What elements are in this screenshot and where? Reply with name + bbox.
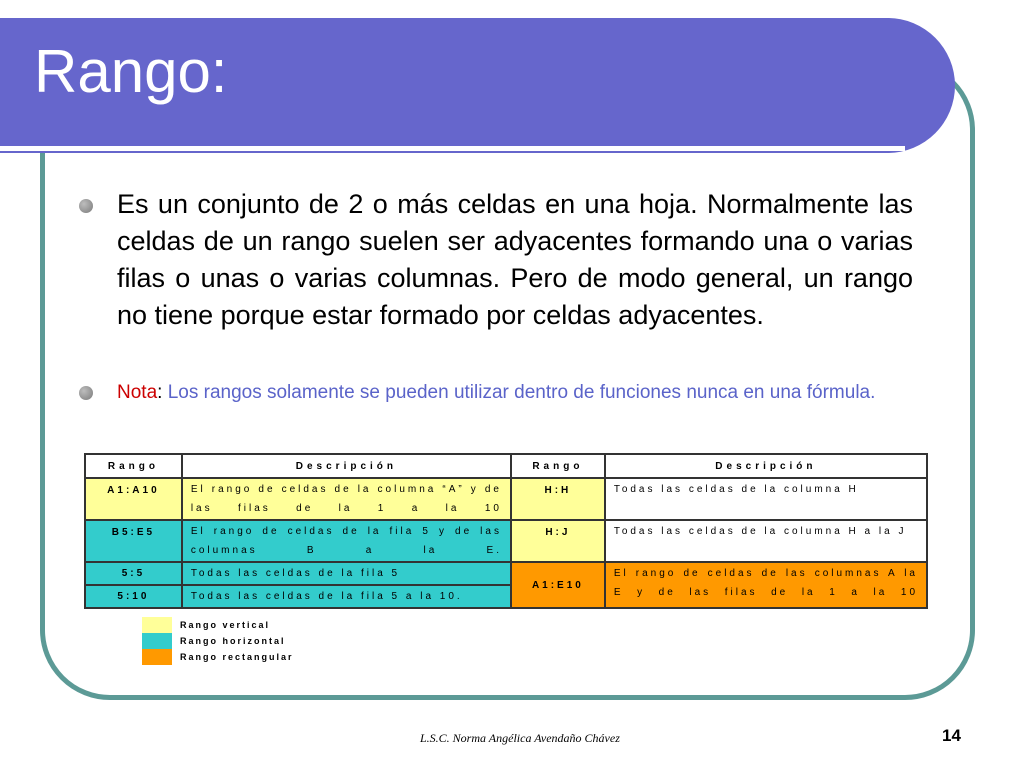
bullet-note	[117, 379, 913, 406]
bullet-dot-icon	[79, 386, 93, 400]
page-number: 14	[942, 726, 961, 745]
legend-label: Rango horizontal	[180, 636, 286, 646]
legend-label: Rango vertical	[180, 620, 271, 630]
description-cell: El rango de celdas de la columna “A” y de las filas de la 1 a la 10	[182, 478, 511, 520]
slide-title: Rango:	[34, 38, 228, 105]
description-cell: Todas las celdas de la columna H	[605, 478, 927, 520]
table-row	[85, 520, 927, 562]
footer-author: L.S.C. Norma Angélica Avendaño Chávez	[420, 731, 620, 745]
description-cell: Todas las celdas de la fila 5 a la 10.	[182, 585, 511, 608]
header-range-left: Rango	[85, 454, 182, 478]
table-row	[85, 562, 927, 585]
range-cell: A1:E10	[511, 562, 605, 608]
range-cell: 5:10	[85, 585, 182, 608]
bullet-dot-icon	[79, 199, 93, 213]
legend-swatch	[142, 649, 172, 665]
range-table	[84, 453, 928, 609]
range-cell: H:J	[511, 520, 605, 562]
header-range-right: Rango	[511, 454, 605, 478]
table-row	[85, 478, 927, 520]
description-cell: Todas las celdas de la columna H a la J	[605, 520, 927, 562]
bullet-definition-text: Es un conjunto de 2 o más celdas en una hoja. Normalmente las celdas de un rango suelen ser adyacentes formando una o varias filas o unas o varias columnas. Pero de modo general, un rango no tiene porque estar formado por celdas adyacentes.	[117, 189, 913, 330]
legend-label: Rango rectangular	[180, 652, 294, 662]
range-cell: H:H	[511, 478, 605, 520]
range-cell: A1:A10	[85, 478, 182, 520]
title-underline	[0, 146, 905, 151]
note-colon: :	[157, 382, 163, 403]
table-header-row	[85, 454, 927, 478]
header-description-right: Descripción	[605, 454, 927, 478]
range-cell: B5:E5	[85, 520, 182, 562]
legend-swatch	[142, 633, 172, 649]
range-cell: 5:5	[85, 562, 182, 585]
legend-swatch	[142, 617, 172, 633]
bullet-definition	[117, 186, 913, 334]
description-cell: El rango de celdas de la fila 5 y de las columnas B a la E.	[182, 520, 511, 562]
note-text: Los rangos solamente se pueden utilizar dentro de funciones nunca en una fórmula.	[162, 382, 876, 403]
header-description-left: Descripción	[182, 454, 511, 478]
note-label: Nota	[117, 382, 158, 403]
description-cell: Todas las celdas de la fila 5	[182, 562, 511, 585]
description-cell: El rango de celdas de las columnas A la E y de las filas de la 1 a la 10	[605, 562, 927, 608]
